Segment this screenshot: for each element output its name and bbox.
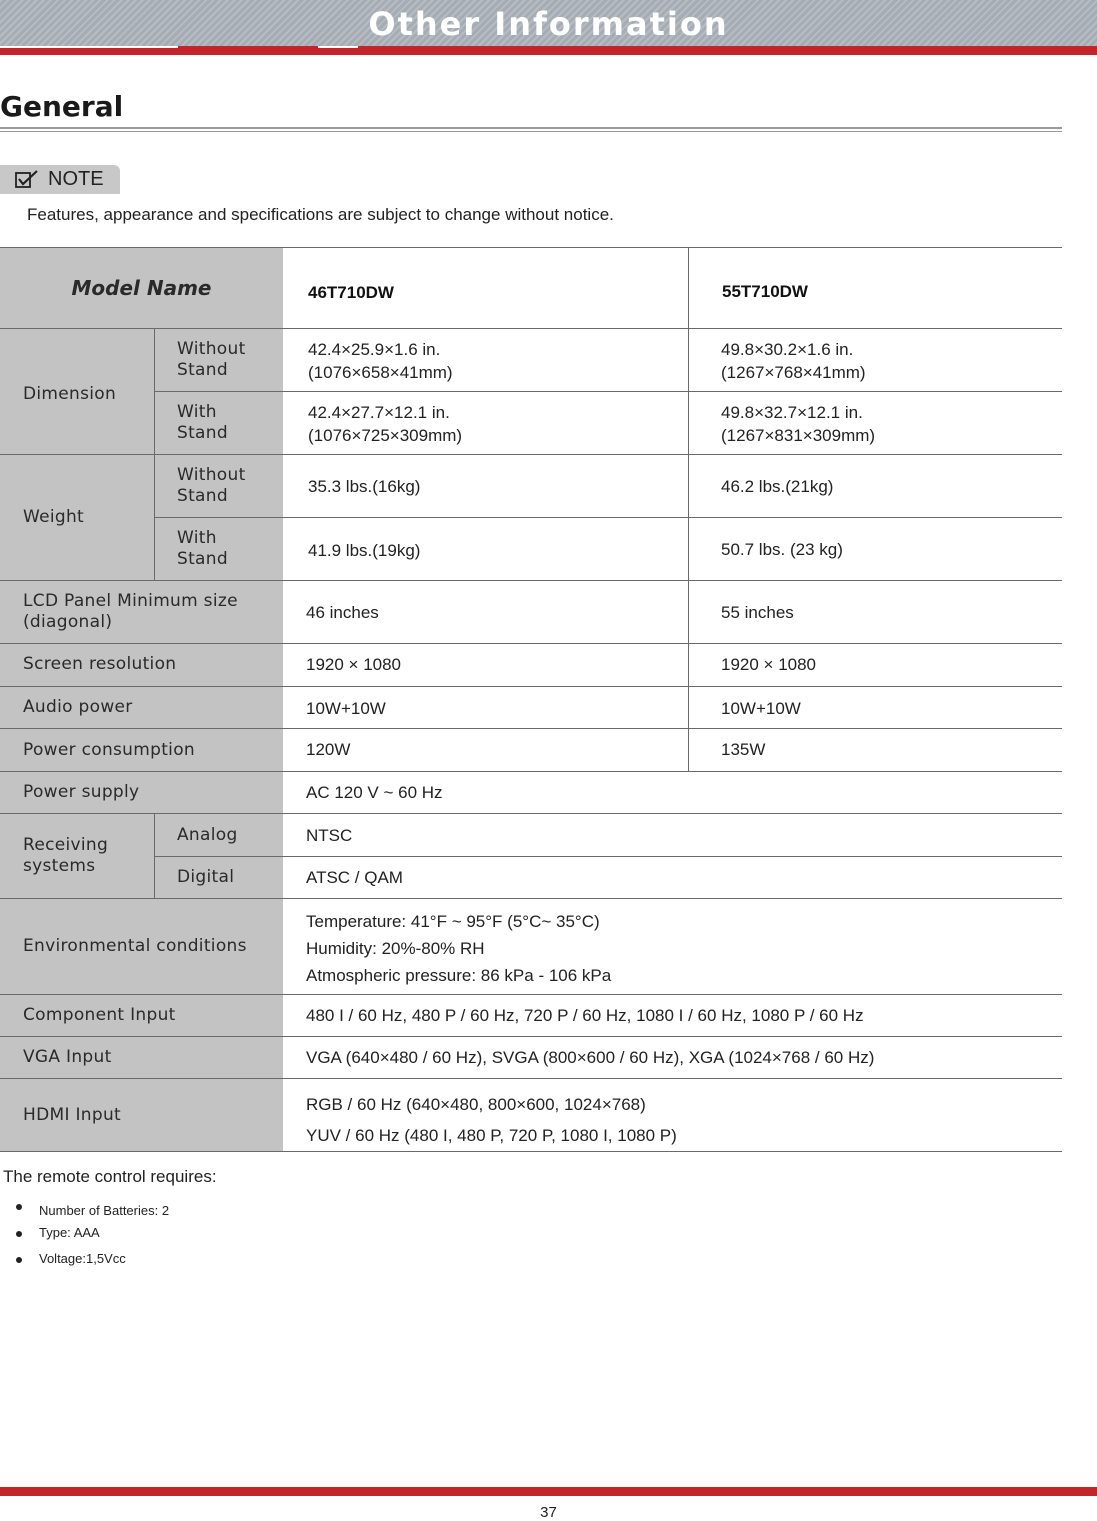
table-row-divider: [0, 643, 1062, 644]
vga-input-value: VGA (640×480 / 60 Hz), SVGA (800×600 / 60 Hz), XGA (1024×768 / 60 Hz): [306, 1048, 875, 1067]
table-row-divider: [0, 1151, 1062, 1152]
table-row-divider: [0, 454, 1062, 455]
power-supply-label: Power supply: [23, 782, 140, 802]
digital-value: ATSC / QAM: [306, 868, 403, 887]
table-row-divider: [0, 771, 1062, 772]
table-row-divider: [0, 328, 1062, 329]
bullet-icon: [16, 1204, 22, 1210]
component-input-label: Component Input: [23, 1005, 176, 1025]
screen-resolution-46: 1920 × 1080: [306, 655, 402, 674]
weight-without-55: 46.2 lbs.(21kg): [721, 477, 834, 496]
screen-resolution-55: 1920 × 1080: [721, 655, 817, 674]
audio-power-55: 10W+10W: [721, 699, 801, 718]
lcd-panel-55: 55 inches: [721, 603, 794, 622]
page-header-title: Other Information: [368, 5, 729, 43]
weight-label: Weight: [23, 507, 85, 527]
model-55-header: 55T710DW: [722, 282, 808, 301]
receiving-systems-label: Receiving systems: [23, 835, 109, 876]
bullet-icon: [16, 1231, 22, 1237]
with-stand-label: With Stand: [177, 528, 228, 569]
list-item: Number of Batteries: 2: [39, 1203, 170, 1218]
table-col-divider: [688, 248, 689, 771]
audio-power-46: 10W+10W: [306, 699, 386, 718]
with-stand-label: With Stand: [177, 402, 228, 443]
dimension-with-55: 49.8×32.7×12.1 in. (1267×831×309mm): [721, 403, 876, 445]
table-row-divider: [0, 686, 1062, 687]
table-row-divider: [0, 1036, 1062, 1037]
section-rule: [0, 131, 1062, 132]
vga-input-label: VGA Input: [23, 1047, 112, 1067]
component-input-value: 480 I / 60 Hz, 480 P / 60 Hz, 720 P / 60 Hz, 1080 I / 60 Hz, 1080 P / 60 Hz: [306, 1006, 864, 1025]
note-tag: [0, 165, 120, 194]
table-row-divider: [0, 580, 1062, 581]
page-number: 37: [540, 1504, 557, 1521]
dimension-label: Dimension: [23, 384, 117, 404]
table-row-divider: [0, 994, 1062, 995]
list-item: Voltage:1,5Vcc: [39, 1251, 126, 1266]
table-row-divider: [0, 728, 1062, 729]
without-stand-label: Without Stand: [177, 465, 246, 506]
section-rule: [0, 127, 1062, 129]
table-col-divider: [154, 813, 155, 898]
hdmi-input-label: HDMI Input: [23, 1105, 121, 1125]
analog-label: Analog: [177, 825, 238, 845]
table-row-divider: [0, 898, 1062, 899]
note-label: NOTE: [48, 168, 104, 190]
table-col-divider: [154, 328, 155, 580]
dimension-without-46: 42.4×25.9×1.6 in. (1076×658×41mm): [308, 340, 453, 382]
power-supply-value: AC 120 V ~ 60 Hz: [306, 783, 443, 802]
hdmi-input-value: RGB / 60 Hz (640×480, 800×600, 1024×768) YUV / 60 Hz (480 I, 480 P, 720 P, 1080 I, 1080 P): [306, 1095, 677, 1145]
model-name-header: Model Name: [71, 276, 212, 300]
section-title: General: [0, 90, 124, 123]
bullet-icon: [16, 1257, 22, 1263]
list-item: Type: AAA: [39, 1225, 100, 1240]
environmental-label: Environmental conditions: [23, 936, 247, 956]
table-row-divider: [154, 391, 1062, 392]
table-row-divider: [0, 1078, 1062, 1079]
lcd-panel-46: 46 inches: [306, 603, 379, 622]
table-row-divider: [154, 517, 1062, 518]
without-stand-label: Without Stand: [177, 339, 246, 380]
table-row-divider: [154, 856, 1062, 857]
dimension-without-55: 49.8×30.2×1.6 in. (1267×768×41mm): [721, 340, 866, 382]
checkbox-pencil-icon: [14, 170, 40, 190]
remote-title: The remote control requires:: [3, 1167, 217, 1186]
audio-power-label: Audio power: [23, 697, 133, 717]
note-text: Features, appearance and specifications are subject to change without notice.: [27, 205, 614, 224]
dimension-with-46: 42.4×27.7×12.1 in. (1076×725×309mm): [308, 403, 463, 445]
weight-with-46: 41.9 lbs.(19kg): [308, 541, 421, 560]
power-consumption-label: Power consumption: [23, 740, 195, 760]
header-divider: [0, 46, 178, 48]
analog-value: NTSC: [306, 826, 353, 845]
power-consumption-46: 120W: [306, 740, 351, 759]
model-46-header: 46T710DW: [308, 283, 394, 302]
lcd-panel-label: LCD Panel Minimum size (diagonal): [23, 591, 238, 632]
environmental-values: Temperature: 41°F ~ 95°F (5°C~ 35°C) Humidity: 20%-80% RH Atmospheric pressure: 86 kPa - 106 kPa: [306, 912, 612, 985]
weight-without-46: 35.3 lbs.(16kg): [308, 477, 421, 496]
footer-divider: [98, 1495, 996, 1496]
weight-with-55: 50.7 lbs. (23 kg): [721, 540, 843, 559]
power-consumption-55: 135W: [721, 740, 766, 759]
screen-resolution-label: Screen resolution: [23, 654, 177, 674]
digital-label: Digital: [177, 867, 235, 887]
header-banner: [0, 0, 1097, 48]
table-row-divider: [0, 813, 1062, 814]
header-divider: [318, 46, 358, 48]
